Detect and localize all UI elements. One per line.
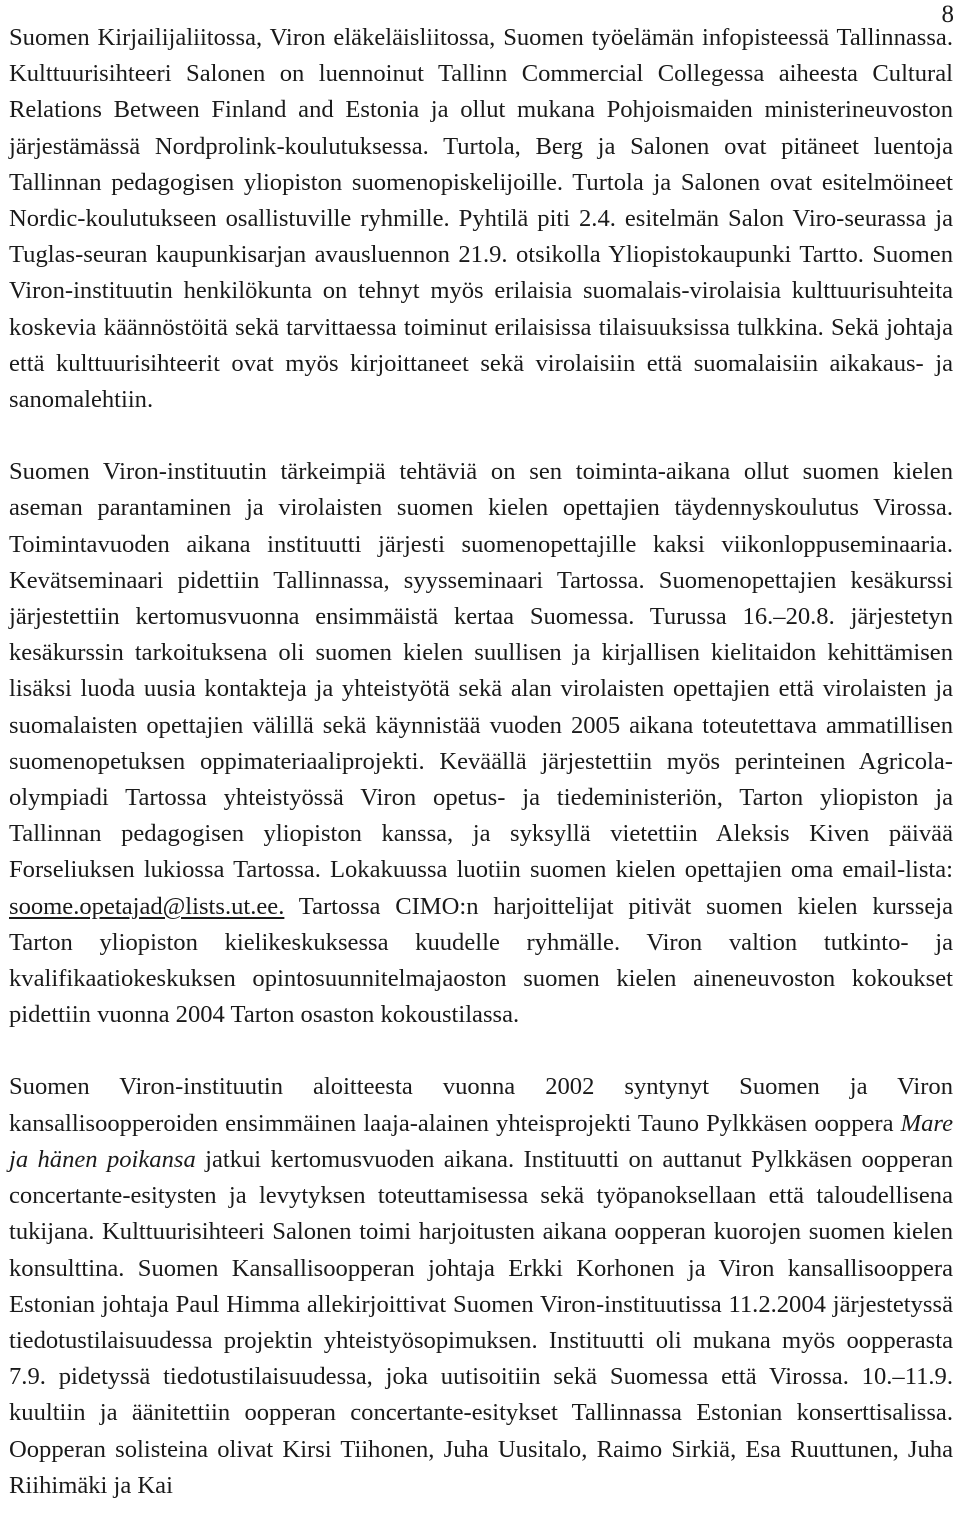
paragraph-text-after-email: Tartossa CIMO:n harjoittelijat pitivät suomen kielen kursseja Tarton yliopiston kielikeskuksessa kuudelle ryhmälle. Viron valtion tutkinto- ja kvalifikaatiokeskuksen opintosuunnitelmajaoston suomen kielen aineneuvoston kokoukset pidettiin vuonna 2004 Tarton osaston kokoustilassa. [9, 892, 953, 1029]
paragraph-cultural-activities: Suomen Kirjailijaliitossa, Viron eläkeläisliitossa, Suomen työelämän infopisteessä Tallinnassa. Kulttuurisihteeri Salonen on luennoinut Tallinn Commercial Collegessa aiheesta Cultural Relations Between Finland and Estonia ja ollut mukana Pohjoismaiden ministerineuvoston järjestämässä Nordprolink-koulutuksessa. Turtola, Berg ja Salonen ovat pitäneet luentoja Tallinnan pedagogisen yliopiston suomenopiskelijoille. Turtola ja Salonen ovat esitelmöineet Nordic-koulutukseen osallistuville ryhmille. Pyhtilä piti 2.4. esitelmän Salon Viro-seurassa ja Tuglas-seuran kaupunkisarjan avausluennon 21.9. otsikolla Yliopistokaupunki Tartto. Suomen Viron-instituutin henkilökunta on tehnyt myös erilaisia suomalais-virolaisia kulttuurisuhteita koskevia käännöstöitä sekä tarvittaessa toiminut erilaisissa tilaisuuksissa tulkkina. Sekä johtaja että kulttuurisihteerit ovat myös kirjoittaneet sekä virolaisiin että suomalaisiin aikakaus- ja sanomalehtiin. [9, 24, 953, 414]
paragraph-language-teaching [9, 454, 953, 1033]
page-number: 8 [941, 1, 954, 28]
opera-title: Mare ja hänen poikansa [9, 1109, 953, 1173]
body-text [9, 20, 953, 1504]
paragraph-text-before-email: Suomen Viron-instituutin tärkeimpiä tehtäviä on sen toiminta-aikana ollut suomen kielen aseman parantaminen ja virolaisten suomen kielen opettajien täydennyskoulutus Virossa. Toimintavuoden aikana instituutti järjesti suomenopettajille kaksi viikonloppuseminaaria. Kevätseminaari pidettiin Tallinnassa, syysseminaari Tartossa. Suomenopettajien kesäkurssi järjestettiin kertomusvuonna ensimmäistä kertaa Suomessa. Turussa 16.–20.8. järjestetyn kesäkurssin tarkoituksena oli suomen kielen suullisen ja kirjallisen kielitaidon kehittämisen lisäksi luoda uusia kontakteja ja yhteistyötä sekä alan virolaisten opettajien että virolaisten ja suomalaisten opettajien välillä sekä käynnistää vuoden 2005 aikana toteutettava ammatillisen suomenopetuksen oppimateriaaliprojekti. Keväällä järjestettiin myös perinteinen Agricola-olympiadi Tartossa yhteistyössä Viron opetus- ja tiedeministeriön, Tarton yliopiston ja Tallinnan pedagogisen yliopiston kanssa, ja syksyllä vietettiin Aleksis Kiven päivää Forseliuksen lukiossa Tartossa. Lokakuussa luotiin suomen kielen opettajien oma email-lista: [9, 458, 953, 884]
paragraph-opera-project [9, 1069, 953, 1503]
paragraph-text-after-title: jatkui kertomusvuoden aikana. Instituutti on auttanut Pylkkäsen oopperan concertante-esitysten ja levytyksen toteuttamisessa sekä työpanoksellaan että taloudellisena tukijana. Kulttuurisihteeri Salonen toimi harjoitusten aikana oopperan kuorojen suomen kielen konsulttina. Suomen Kansallisoopperan johtaja Erkki Korhonen ja Viron kansallisooppera Estonian johtaja Paul Himma allekirjoittivat Suomen Viron-instituutissa 11.2.2004 järjestetyssä tiedotustilaisuudessa projektin yhteistyösopimuksen. Instituutti oli mukana myös oopperasta 7.9. pidetyssä tiedotustilaisuudessa, joka uutisoitiin sekä Suomessa että Virossa. 10.–11.9. kuultiin ja äänitettiin oopperan concertante-esitykset Tallinnassa Estonian konserttisalissa. Oopperan solisteina olivat Kirsi Tiihonen, Juha Uusitalo, Raimo Sirkiä, Esa Ruuttunen, Juha Riihimäki ja Kai [9, 1145, 953, 1499]
email-list-link[interactable]: soome.opetajad@lists.ut.ee. [9, 892, 285, 920]
paragraph-text-before-title: Suomen Viron-instituutin aloitteesta vuonna 2002 syntynyt Suomen ja Viron kansallisoopperoiden ensimmäinen laaja-alainen yhteisprojekti Tauno Pylkkäsen ooppera [9, 1073, 953, 1137]
